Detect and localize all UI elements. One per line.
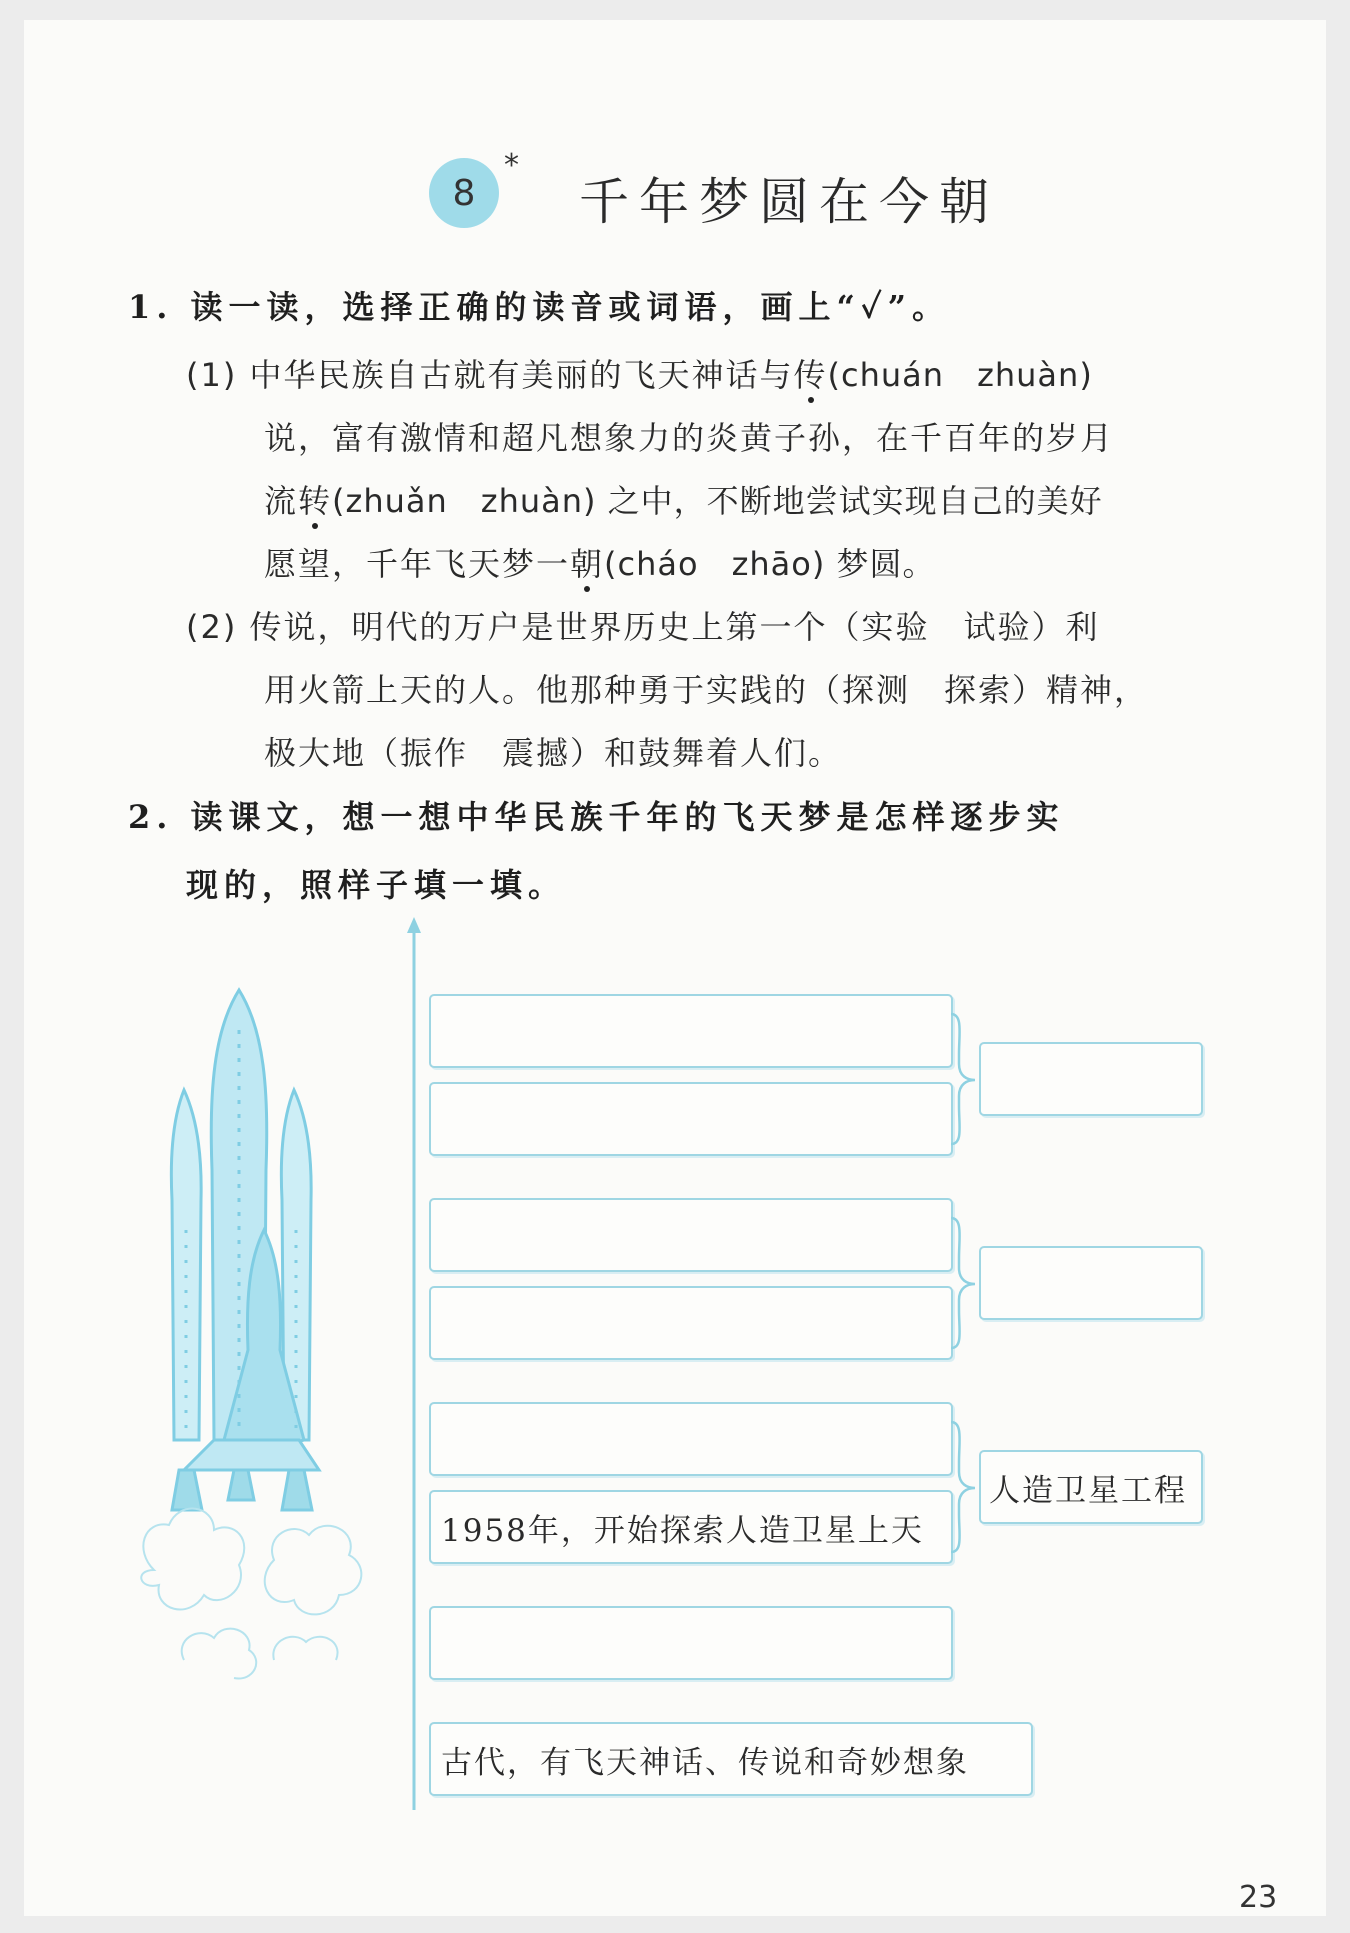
timeline-box-6[interactable] [429,1490,953,1564]
dotted-char-zhao: 朝 [570,545,605,583]
pinyin-choice-3[interactable]: (cháo zhāo) 梦圆。 [604,545,936,583]
pinyin-choice-1[interactable]: (chuán zhuàn) [827,356,1093,394]
workbook-page [24,20,1326,1916]
timeline-box-2[interactable] [429,1082,953,1156]
page-number: 23 [1239,1880,1278,1915]
q1-part1-text-b: 流 [264,482,299,520]
summary-box-1[interactable] [979,1042,1203,1116]
space-shuttle-icon [124,970,384,1690]
dotted-char-chuan: 传 [793,356,828,394]
timeline-box-1[interactable] [429,994,953,1068]
summary-box-3-text: 人造卫星工程 [989,1472,1187,1509]
q1-part1-text-a: 中华民族自古就有美丽的飞天神话与 [249,356,794,394]
q1-part2-line2[interactable]: 用火箭上天的人。他那种勇于实践的（探测 探索）精神， [264,671,1149,709]
lesson-star: * [504,148,519,183]
question-1-heading: 1. 读一读，选择正确的读音或词语，画上“✓”。 [128,288,951,326]
timeline-box-3[interactable] [429,1198,953,1272]
timeline-box-5[interactable] [429,1402,953,1476]
q1-part1-line1 [186,350,1093,396]
q1-part1-line3 [264,476,1103,522]
q1-part1-line4 [264,539,936,585]
q1-part2-line3[interactable]: 极大地（振作 震撼）和鼓舞着人们。 [264,734,843,772]
timeline-box-8[interactable] [429,1722,1033,1796]
pinyin-choice-2[interactable]: (zhuǎn zhuàn) 之中，不断地尝试实现自己的美好 [332,482,1103,520]
timeline-arrow [404,915,424,1815]
timeline-box-4[interactable] [429,1286,953,1360]
timeline-box-8-text: 古代，有飞天神话、传说和奇妙想象 [441,1744,969,1781]
summary-box-3[interactable] [979,1450,1203,1524]
timeline-box-6-text: 1958年，开始探索人造卫星上天 [441,1512,924,1549]
q1-part1-label: (1) [186,356,238,394]
q1-part1-text-c: 愿望，千年飞天梦一 [264,545,571,583]
dotted-char-zhuan: 转 [298,482,333,520]
lesson-number: 8 [452,172,476,214]
lesson-number-badge [429,158,499,228]
question-2-heading-line2: 现的，照样子填一填。 [186,866,567,904]
summary-box-2[interactable] [979,1246,1203,1320]
q1-part2-line1[interactable]: (2) 传说，明代的万户是世界历史上第一个（实验 试验）利 [186,608,1100,646]
question-2-heading-line1: 2. 读课文，想一想中华民族千年的飞天梦是怎样逐步实 [128,798,1065,836]
q1-part1-line2: 说，富有激情和超凡想象力的炎黄子孙，在千百年的岁月 [264,419,1115,457]
timeline-box-7[interactable] [429,1606,953,1680]
lesson-title: 千年梦圆在今朝 [579,173,999,231]
